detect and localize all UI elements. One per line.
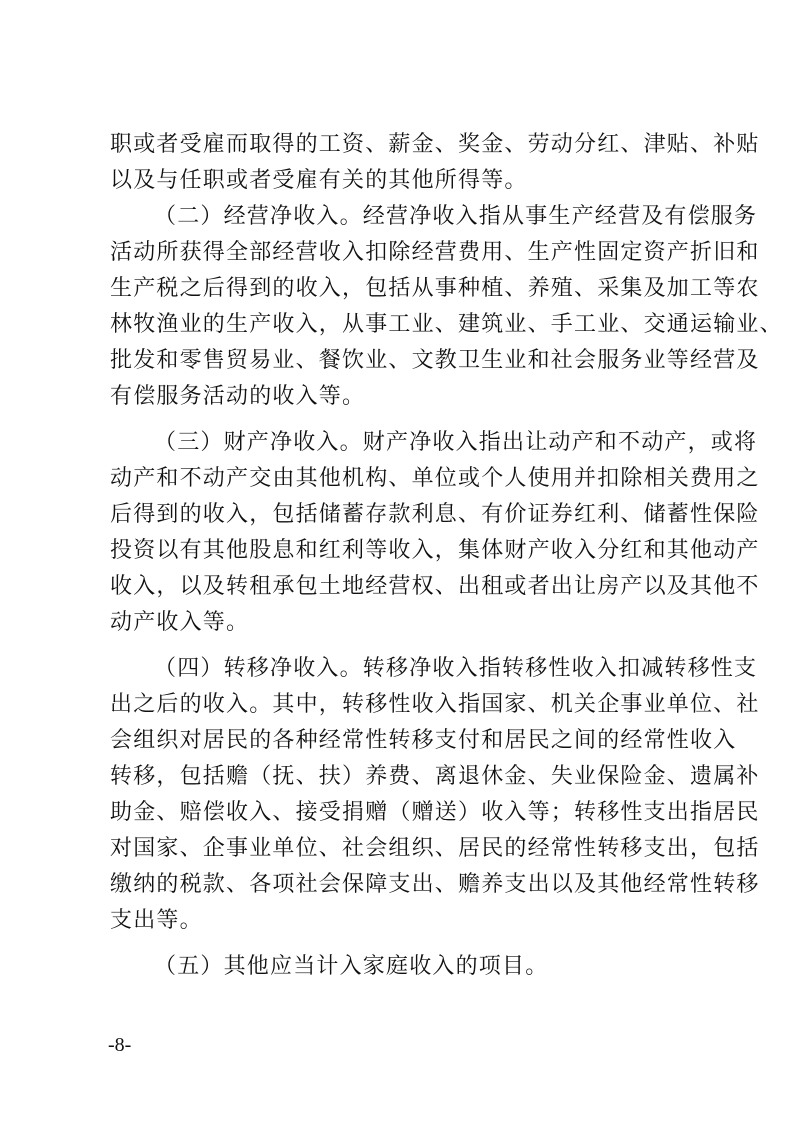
body-text-line: 动产收入等。 [110, 610, 250, 635]
body-text-line: 有偿服务活动的收入等。 [110, 384, 366, 409]
body-text-line: 职或者受雇而取得的工资、薪金、奖金、劳动分红、津贴、补贴 [110, 132, 760, 157]
section-four-heading-line: （四）转移净收入。转移净收入指转移性收入扣减转移性支 [154, 656, 758, 681]
body-text-line: 转移，包括赡（抚、扶）养费、离退休金、失业保险金、遗属补 [110, 764, 760, 789]
body-text-line: 林牧渔业的生产收入，从事工业、建筑业、手工业、交通运输业、 [110, 312, 783, 337]
body-text-line: 以及与任职或者受雇有关的其他所得等。 [110, 168, 528, 193]
body-text-line: 生产税之后得到的收入，包括从事种植、养殖、采集及加工等农 [110, 276, 760, 301]
body-text-line: 助金、赔偿收入、接受捐赠（赠送）收入等；转移性支出指居民 [110, 800, 760, 825]
body-text-line: 支出等。 [110, 908, 203, 933]
body-text-line: 后得到的收入，包括储蓄存款利息、有价证券红利、储蓄性保险 [110, 502, 760, 527]
body-text-line: 投资以有其他股息和红利等收入，集体财产收入分红和其他动产 [110, 538, 760, 563]
body-text-line: 会组织对居民的各种经常性转移支付和居民之间的经常性收入 [110, 728, 737, 753]
body-text-line: 收入，以及转租承包土地经营权、出租或者出让房产以及其他不 [110, 574, 760, 599]
section-three-heading-line: （三）财产净收入。财产净收入指出让动产和不动产，或将 [154, 430, 758, 455]
body-text-line: 出之后的收入。其中，转移性收入指国家、机关企事业单位、社 [110, 692, 760, 717]
body-text-line: 批发和零售贸易业、餐饮业、文教卫生业和社会服务业等经营及 [110, 348, 760, 373]
section-two-heading-line: （二）经营净收入。经营净收入指从事生产经营及有偿服务 [154, 204, 758, 229]
body-text-line: 活动所获得全部经营收入扣除经营费用、生产性固定资产折旧和 [110, 240, 760, 265]
page-number: -8- [108, 1034, 132, 1056]
body-text-line: 对国家、企事业单位、社会组织、居民的经常性转移支出，包括 [110, 836, 760, 861]
section-five-heading-line: （五）其他应当计入家庭收入的项目。 [154, 954, 549, 979]
body-text-line: 动产和不动产交由其他机构、单位或个人使用并扣除相关费用之 [110, 466, 760, 491]
body-text-line: 缴纳的税款、各项社会保障支出、赡养支出以及其他经常性转移 [110, 872, 760, 897]
